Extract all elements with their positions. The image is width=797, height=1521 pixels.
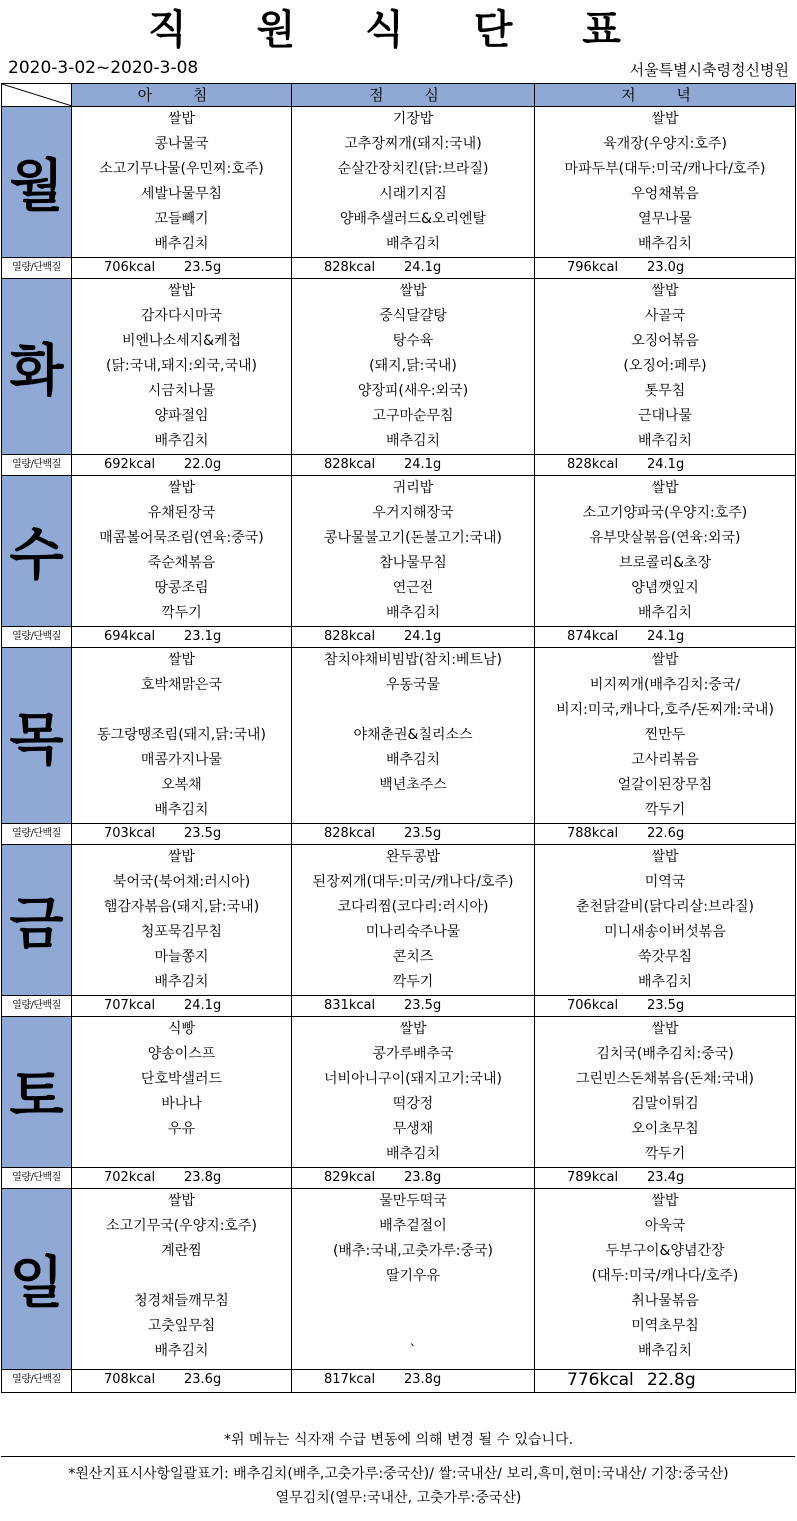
day-row xyxy=(2,1189,796,1370)
menu-item: 고구마순무침 xyxy=(372,408,454,424)
menu-item: 배추김치 xyxy=(154,433,209,449)
nutrition-label: 열량/단백질 xyxy=(2,455,72,476)
day-row xyxy=(2,279,796,455)
menu-item: 소고기양파국(우양지:호주) xyxy=(582,505,748,521)
menu-item: 오징어볶음 xyxy=(631,333,699,349)
menu-item: 오복채 xyxy=(161,777,202,793)
breakfast-menu-cell xyxy=(72,107,292,258)
nutrition-value-cell xyxy=(535,455,796,476)
menu-item: 배추김치 xyxy=(637,605,693,621)
menu-item: 떡강정 xyxy=(392,1096,434,1112)
menu-item: 배추김치 xyxy=(637,1343,693,1359)
divider xyxy=(1,1456,795,1457)
day-row xyxy=(2,107,796,258)
nutrition-value-cell xyxy=(72,1370,292,1393)
dinner-menu-cell xyxy=(535,648,796,824)
protein-value: 23.1g xyxy=(184,629,222,644)
menu-item: 땅콩조림 xyxy=(154,580,209,596)
lunch-menu-cell xyxy=(292,845,535,996)
menu-item: 고춧잎무침 xyxy=(147,1318,216,1334)
menu-item: 쌀밥 xyxy=(399,283,427,299)
nutrition-value-cell xyxy=(72,627,292,648)
kcal-value: 831kcal xyxy=(324,998,376,1013)
protein-value: 22.6g xyxy=(647,826,685,841)
menu-item: 쌀밥 xyxy=(651,111,679,127)
nutrition-row xyxy=(2,627,796,648)
nutrition-value-cell xyxy=(72,455,292,476)
protein-value: 24.1g xyxy=(404,260,442,275)
nutrition-value-cell xyxy=(72,1168,292,1189)
menu-item: 미역국 xyxy=(644,874,686,890)
menu-item: 배추겉절이 xyxy=(379,1218,447,1234)
day-label: 금 xyxy=(2,845,72,996)
protein-value: 23.8g xyxy=(404,1372,442,1387)
nutrition-row xyxy=(2,1168,796,1189)
menu-item: 백년초주스 xyxy=(379,777,447,793)
menu-item: 청포묵김무침 xyxy=(140,924,223,940)
nutrition-value-cell xyxy=(535,258,796,279)
breakfast-menu-cell xyxy=(72,1017,292,1168)
menu-item xyxy=(292,1314,534,1339)
nutrition-row xyxy=(2,824,796,845)
menu-item: 딸기우유 xyxy=(385,1268,441,1284)
nutrition-value-cell xyxy=(292,1370,535,1393)
day-label: 일 xyxy=(2,1189,72,1370)
menu-item: 브로콜리&초장 xyxy=(618,555,712,571)
kcal-value: 828kcal xyxy=(324,260,376,275)
menu-item: ` xyxy=(409,1343,417,1359)
menu-item: 된장찌개(대두:미국/캐나다/호주) xyxy=(312,874,514,890)
menu-item: 콩나물국 xyxy=(154,136,209,152)
menu-item: 쌀밥 xyxy=(167,111,196,127)
breakfast-menu-cell xyxy=(72,845,292,996)
menu-item: 깍두기 xyxy=(644,802,686,818)
menu-item xyxy=(292,1289,534,1314)
nutrition-value-cell xyxy=(535,627,796,648)
dinner-menu-cell xyxy=(535,279,796,455)
menu-item: 북어국(북어채:러시아) xyxy=(112,874,251,890)
kcal-value: 796kcal xyxy=(567,260,619,275)
menu-item: 순살간장치킨(닭:브라질) xyxy=(337,161,489,177)
menu-item: 비지찌개(배추김치:중국/ xyxy=(589,677,741,693)
breakfast-menu-cell xyxy=(72,476,292,627)
breakfast-menu-cell xyxy=(72,1189,292,1370)
kcal-value: 706kcal xyxy=(567,998,619,1013)
protein-value: 23.8g xyxy=(184,1170,222,1185)
menu-item: 육개장(우양지:호주) xyxy=(603,136,727,152)
menu-item: 오이초무침 xyxy=(631,1121,699,1137)
menu-item: 두부구이&양념간장 xyxy=(605,1243,725,1259)
menu-item: 무생채 xyxy=(392,1121,434,1137)
protein-value: 24.1g xyxy=(647,629,685,644)
menu-item: 쌀밥 xyxy=(167,1193,196,1209)
menu-item: 마늘쫑지 xyxy=(154,949,209,965)
menu-item: 바나나 xyxy=(161,1096,202,1112)
menu-table xyxy=(1,83,796,1393)
menu-item: 양배추샐러드&오리엔탈 xyxy=(339,211,487,227)
nutrition-label: 열량/단백질 xyxy=(2,1370,72,1393)
menu-item: 콩나물불고기(돈불고기:국내) xyxy=(324,530,502,546)
menu-item: 쌀밥 xyxy=(167,283,196,299)
nutrition-value-cell xyxy=(535,1168,796,1189)
corner-cell xyxy=(2,84,72,107)
kcal-value: 817kcal xyxy=(324,1372,376,1387)
lunch-menu-cell xyxy=(292,107,535,258)
protein-value: 23.4g xyxy=(647,1170,685,1185)
menu-item: 단호박샐러드 xyxy=(140,1071,223,1087)
menu-item: 콘치즈 xyxy=(392,949,434,965)
menu-item: 우유 xyxy=(167,1121,196,1137)
change-notice: *위 메뉴는 식자재 수급 변동에 의해 변경 될 수 있습니다. xyxy=(223,1432,574,1448)
kcal-value: 828kcal xyxy=(567,457,619,472)
menu-item: 배추김치 xyxy=(385,752,441,768)
menu-item: 계란찜 xyxy=(161,1243,202,1259)
menu-item: 배추김치 xyxy=(385,433,441,449)
menu-item: 죽순채볶음 xyxy=(147,555,216,571)
menu-item: 배추김치 xyxy=(637,974,693,990)
menu-item: (닭:국내,돼지:외국,국내) xyxy=(106,358,257,374)
menu-item: 쌀밥 xyxy=(167,849,196,865)
breakfast-menu-cell xyxy=(72,648,292,824)
menu-item: 고추장찌개(돼지:국내) xyxy=(344,136,482,152)
dinner-menu-cell xyxy=(535,107,796,258)
menu-period: 2020-3-02~2020-3-08 xyxy=(8,58,199,78)
menu-item xyxy=(292,698,534,723)
nutrition-label: 열량/단백질 xyxy=(2,824,72,845)
menu-item: 쌀밥 xyxy=(651,652,679,668)
kcal-value: 702kcal xyxy=(104,1170,156,1185)
menu-item: 배추김치 xyxy=(385,605,441,621)
menu-item: 배추김치 xyxy=(385,236,441,252)
menu-item: 우동국물 xyxy=(385,677,441,693)
menu-item: 톳무침 xyxy=(644,383,686,399)
menu-item: (배추:국내,고춧가루:중국) xyxy=(332,1243,494,1259)
nutrition-value-cell xyxy=(72,258,292,279)
nutrition-value-cell xyxy=(535,996,796,1017)
nutrition-row xyxy=(2,455,796,476)
menu-item: 콩가루배추국 xyxy=(372,1046,454,1062)
day-label: 화 xyxy=(2,279,72,455)
menu-item: 중식달걀탕 xyxy=(379,308,447,324)
protein-value: 23.6g xyxy=(184,1372,222,1387)
header-dinner: 저 녁 xyxy=(535,84,796,107)
menu-item: 유채된장국 xyxy=(147,505,216,521)
menu-item: 양송이스프 xyxy=(147,1046,216,1062)
menu-item: 시래기지짐 xyxy=(379,186,447,202)
menu-item: 매콤가지나물 xyxy=(140,752,223,768)
nutrition-row xyxy=(2,1370,796,1393)
menu-item: 연근전 xyxy=(392,580,434,596)
menu-item: 비지:미국,캐나다,호주/돈찌개:국내) xyxy=(556,702,774,718)
nutrition-value-cell xyxy=(292,824,535,845)
protein-value: 24.1g xyxy=(184,998,222,1013)
menu-item: 배추김치 xyxy=(637,236,693,252)
day-row xyxy=(2,648,796,824)
protein-value: 23.5g xyxy=(404,826,442,841)
kcal-value: 829kcal xyxy=(324,1170,376,1185)
header-row xyxy=(2,84,796,107)
menu-item: 호박채맑은국 xyxy=(140,677,223,693)
menu-item: 완두콩밥 xyxy=(385,849,441,865)
menu-item: 우엉채볶음 xyxy=(631,186,699,202)
menu-item: 청경채들깨무침 xyxy=(134,1293,229,1309)
kcal-value: 707kcal xyxy=(104,998,156,1013)
kcal-value: 694kcal xyxy=(104,629,156,644)
menu-item: 소고기무국(우양지:호주) xyxy=(106,1218,257,1234)
origin-notice xyxy=(0,1462,797,1510)
menu-item: 배추김치 xyxy=(154,974,209,990)
menu-item: 세발나물무침 xyxy=(140,186,223,202)
menu-item: 사골국 xyxy=(644,308,686,324)
page-title: 직 원 식 단 표 xyxy=(148,7,649,53)
menu-item: 마파두부(대두:미국/캐나다/호주) xyxy=(564,161,766,177)
day-label: 목 xyxy=(2,648,72,824)
day-row xyxy=(2,845,796,996)
menu-item: 취나물볶음 xyxy=(631,1293,699,1309)
menu-item: 너비아니구이(돼지고기:국내) xyxy=(324,1071,502,1087)
menu-item: 김치국(배추김치:중국) xyxy=(596,1046,734,1062)
kcal-value: 828kcal xyxy=(324,826,376,841)
menu-item: 쌀밥 xyxy=(651,480,679,496)
menu-item: 우거지해장국 xyxy=(372,505,454,521)
menu-item: 꼬들빼기 xyxy=(154,211,209,227)
kcal-value: 708kcal xyxy=(104,1372,156,1387)
menu-item: 양장피(새우:외국) xyxy=(357,383,469,399)
menu-item: 참치야채비빔밥(참치:베트남) xyxy=(324,652,502,668)
nutrition-value-cell xyxy=(72,996,292,1017)
nutrition-label: 열량/단백질 xyxy=(2,996,72,1017)
lunch-menu-cell xyxy=(292,1017,535,1168)
origin-line-2: 열무김치(열무:국내산, 고춧가루:중국산) xyxy=(275,1490,522,1506)
menu-item: (오징어:페루) xyxy=(623,358,707,374)
menu-item: 쌀밥 xyxy=(399,1021,427,1037)
nutrition-value-cell xyxy=(292,1168,535,1189)
menu-item: 그린빈스돈채볶음(돈채:국내) xyxy=(576,1071,754,1087)
menu-item: 매콤볼어묵조림(연육:중국) xyxy=(99,530,264,546)
dinner-menu-cell xyxy=(535,1017,796,1168)
menu-item: 깍두기 xyxy=(644,1146,686,1162)
nutrition-value-cell xyxy=(292,996,535,1017)
nutrition-value-cell xyxy=(292,258,535,279)
menu-item: 기장밥 xyxy=(392,111,434,127)
menu-item: 동그랑땡조림(돼지,닭:국내) xyxy=(97,727,266,743)
menu-item: 춘천닭갈비(닭다리살:브라질) xyxy=(576,899,754,915)
protein-value: 23.5g xyxy=(184,260,222,275)
protein-value: 24.1g xyxy=(647,457,685,472)
menu-item: 배추김치 xyxy=(385,1146,441,1162)
header-breakfast: 아 침 xyxy=(72,84,292,107)
protein-value: 24.1g xyxy=(404,629,442,644)
menu-item: (돼지,닭:국내) xyxy=(369,358,457,374)
protein-value: 22.0g xyxy=(184,457,222,472)
day-label: 토 xyxy=(2,1017,72,1168)
header-lunch: 점 심 xyxy=(292,84,535,107)
menu-item: 참나물무침 xyxy=(379,555,447,571)
nutrition-value-cell xyxy=(535,1370,796,1393)
menu-item: 쌀밥 xyxy=(651,849,679,865)
hospital-name: 서울특별시축령정신병원 xyxy=(629,61,789,79)
kcal-value: 776kcal xyxy=(567,1370,634,1390)
lunch-menu-cell xyxy=(292,648,535,824)
menu-item: 비엔나소세지&케첩 xyxy=(121,333,242,349)
nutrition-label: 열량/단백질 xyxy=(2,627,72,648)
origin-line-1: *원산지표시사항일괄표기: 배추김치(배추,고춧가루:중국산)/ 쌀:국내산/ 보리,흑미,현미:국내산/ 기장:중국산) xyxy=(68,1466,729,1482)
menu-item: 쌀밥 xyxy=(167,652,196,668)
day-label: 수 xyxy=(2,476,72,627)
nutrition-value-cell xyxy=(535,824,796,845)
menu-item: 햄감자볶음(돼지,닭:국내) xyxy=(103,899,260,915)
kcal-value: 828kcal xyxy=(324,457,376,472)
menu-item: 김말이튀김 xyxy=(631,1096,699,1112)
nutrition-label: 열량/단백질 xyxy=(2,258,72,279)
nutrition-value-cell xyxy=(292,455,535,476)
menu-item: 양파절임 xyxy=(154,408,209,424)
nutrition-value-cell xyxy=(72,824,292,845)
menu-item: 감자다시마국 xyxy=(140,308,223,324)
day-row xyxy=(2,1017,796,1168)
menu-item: 유부맛살볶음(연육:외국) xyxy=(589,530,741,546)
menu-item: 소고기무나물(우민찌:호주) xyxy=(99,161,264,177)
menu-item: 열무나물 xyxy=(637,211,693,227)
kcal-value: 692kcal xyxy=(104,457,156,472)
dinner-menu-cell xyxy=(535,476,796,627)
menu-item: 쌀밥 xyxy=(651,1193,679,1209)
menu-item xyxy=(292,798,534,823)
menu-item: 코다리찜(코다리:러시아) xyxy=(337,899,489,915)
menu-item: 쌀밥 xyxy=(651,1021,679,1037)
menu-item: 시금치나물 xyxy=(147,383,216,399)
kcal-value: 788kcal xyxy=(567,826,619,841)
kcal-value: 874kcal xyxy=(567,629,619,644)
kcal-value: 789kcal xyxy=(567,1170,619,1185)
menu-item: 물만두떡국 xyxy=(379,1193,447,1209)
menu-item: 쑥갓무침 xyxy=(637,949,693,965)
menu-item: 미니새송이버섯볶음 xyxy=(604,924,726,940)
menu-item: 야채춘권&칠리소스 xyxy=(353,727,473,743)
protein-value: 23.5g xyxy=(184,826,222,841)
menu-item: 귀리밥 xyxy=(392,480,434,496)
menu-item: 배추김치 xyxy=(154,236,209,252)
day-label: 월 xyxy=(2,107,72,258)
menu-item: 탕수육 xyxy=(392,333,434,349)
lunch-menu-cell xyxy=(292,476,535,627)
menu-item xyxy=(72,698,291,723)
dinner-menu-cell xyxy=(535,1189,796,1370)
menu-item: 고사리볶음 xyxy=(631,752,699,768)
day-row xyxy=(2,476,796,627)
protein-value: 23.5g xyxy=(647,998,685,1013)
protein-value: 23.8g xyxy=(404,1170,442,1185)
protein-value: 23.5g xyxy=(404,998,442,1013)
menu-item: 깍두기 xyxy=(392,974,434,990)
nutrition-value-cell xyxy=(292,627,535,648)
protein-value: 23.0g xyxy=(647,260,685,275)
nutrition-label: 열량/단백질 xyxy=(2,1168,72,1189)
menu-item: 깍두기 xyxy=(161,605,202,621)
menu-item xyxy=(72,1142,291,1167)
menu-item: 배추김치 xyxy=(637,433,693,449)
breakfast-menu-cell xyxy=(72,279,292,455)
nutrition-row xyxy=(2,996,796,1017)
menu-item xyxy=(72,1264,291,1289)
kcal-value: 828kcal xyxy=(324,629,376,644)
diagonal-line xyxy=(2,84,72,106)
lunch-menu-cell xyxy=(292,1189,535,1370)
kcal-value: 706kcal xyxy=(104,260,156,275)
nutrition-row xyxy=(2,258,796,279)
menu-item: 쌀밥 xyxy=(167,480,196,496)
menu-item: 얼갈이된장무침 xyxy=(617,777,713,793)
protein-value: 24.1g xyxy=(404,457,442,472)
menu-item: 미역초무침 xyxy=(631,1318,699,1334)
lunch-menu-cell xyxy=(292,279,535,455)
menu-item: 미나리숙주나물 xyxy=(365,924,461,940)
menu-item: 아욱국 xyxy=(644,1218,686,1234)
menu-item: (대두:미국/캐나다/호주) xyxy=(591,1268,739,1284)
dinner-menu-cell xyxy=(535,845,796,996)
menu-item: 근대나물 xyxy=(637,408,693,424)
menu-item: 배추김치 xyxy=(154,802,209,818)
menu-item: 식빵 xyxy=(167,1021,196,1037)
protein-value: 22.8g xyxy=(647,1370,696,1390)
menu-item: 쌀밥 xyxy=(651,283,679,299)
menu-item: 배추김치 xyxy=(154,1343,209,1359)
menu-item: 양념깻잎지 xyxy=(631,580,699,596)
kcal-value: 703kcal xyxy=(104,826,156,841)
menu-item: 찐만두 xyxy=(644,727,686,743)
